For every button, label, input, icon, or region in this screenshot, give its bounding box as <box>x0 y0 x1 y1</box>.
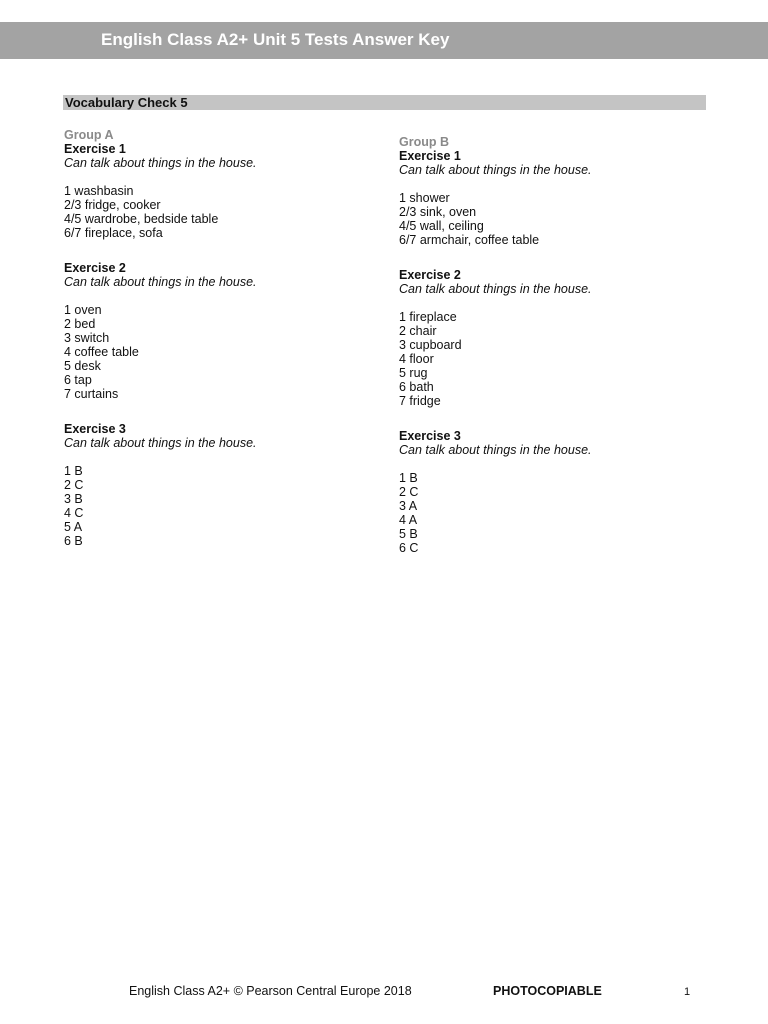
spacer <box>399 457 719 471</box>
answer-item: 4/5 wall, ceiling <box>399 219 484 233</box>
exercise-title: Exercise 3 <box>399 429 461 443</box>
answer-item: 4 coffee table <box>64 345 139 359</box>
answer-item: 3 A <box>399 499 418 513</box>
exercise-block <box>64 422 384 548</box>
answer-item: 6 tap <box>64 373 92 387</box>
exercise-description: Can talk about things in the house. <box>399 163 592 177</box>
answer-item: 3 switch <box>64 331 110 345</box>
answer-list <box>399 191 719 247</box>
exercise-title: Exercise 1 <box>64 142 126 156</box>
answer-list <box>399 471 719 555</box>
exercise-title: Exercise 3 <box>64 422 126 436</box>
answer-item: 2 chair <box>399 324 437 338</box>
answer-item: 2/3 sink, oven <box>399 205 477 219</box>
exercise-block <box>64 261 384 401</box>
spacer <box>399 296 719 310</box>
answer-list <box>64 184 384 240</box>
header-banner <box>0 22 768 59</box>
page-title: English Class A2+ Unit 5 Tests Answer Key <box>101 30 450 49</box>
exercise-description: Can talk about things in the house. <box>399 282 592 296</box>
page-number: 1 <box>684 986 691 998</box>
section-bar <box>63 95 706 110</box>
exercise-description: Can talk about things in the house. <box>399 443 592 457</box>
answer-list <box>64 303 384 401</box>
spacer <box>64 289 384 303</box>
answer-item: 5 A <box>64 520 83 534</box>
answer-list <box>64 464 384 548</box>
answer-item: 6/7 fireplace, sofa <box>64 226 163 240</box>
answer-item: 2 C <box>399 485 419 499</box>
answer-item: 1 oven <box>64 303 102 317</box>
answer-item: 3 B <box>64 492 83 506</box>
answer-item: 2 C <box>64 478 84 492</box>
exercise-block <box>399 429 719 555</box>
answer-item: 6 bath <box>399 380 434 394</box>
exercise-description: Can talk about things in the house. <box>64 275 257 289</box>
answer-item: 6 C <box>399 541 419 555</box>
exercise-description: Can talk about things in the house. <box>64 436 257 450</box>
answer-list <box>399 310 719 408</box>
section-title: Vocabulary Check 5 <box>65 95 188 110</box>
answer-item: 1 B <box>64 464 83 478</box>
answer-item: 4 A <box>399 513 418 527</box>
group-b-column <box>399 135 719 576</box>
exercise-title: Exercise 2 <box>64 261 126 275</box>
group-label: Group B <box>399 135 449 149</box>
answer-item: 3 cupboard <box>399 338 462 352</box>
answer-item: 6/7 armchair, coffee table <box>399 233 540 247</box>
answer-item: 1 fireplace <box>399 310 457 324</box>
answer-item: 4 floor <box>399 352 434 366</box>
answer-item: 4/5 wardrobe, bedside table <box>64 212 219 226</box>
footer-copyright: English Class A2+ © Pearson Central Europe 2018 <box>129 984 412 998</box>
footer-photocopiable: PHOTOCOPIABLE <box>493 984 602 998</box>
spacer <box>64 170 384 184</box>
answer-item: 7 fridge <box>399 394 441 408</box>
spacer <box>399 177 719 191</box>
answer-item: 1 washbasin <box>64 184 134 198</box>
answer-item: 2/3 fridge, cooker <box>64 198 161 212</box>
group-label: Group A <box>64 128 114 142</box>
exercise-block <box>64 142 384 240</box>
answer-item: 1 B <box>399 471 418 485</box>
exercise-block <box>399 268 719 408</box>
spacer <box>64 450 384 464</box>
answer-item: 1 shower <box>399 191 450 205</box>
answer-item: 5 B <box>399 527 418 541</box>
answer-item: 5 desk <box>64 359 101 373</box>
exercise-block <box>399 149 719 247</box>
answer-item: 4 C <box>64 506 84 520</box>
answer-item: 6 B <box>64 534 83 548</box>
answer-item: 5 rug <box>399 366 428 380</box>
exercise-title: Exercise 1 <box>399 149 461 163</box>
exercise-title: Exercise 2 <box>399 268 461 282</box>
exercise-description: Can talk about things in the house. <box>64 156 257 170</box>
answer-item: 2 bed <box>64 317 96 331</box>
group-a-column <box>64 128 384 569</box>
answer-item: 7 curtains <box>64 387 119 401</box>
